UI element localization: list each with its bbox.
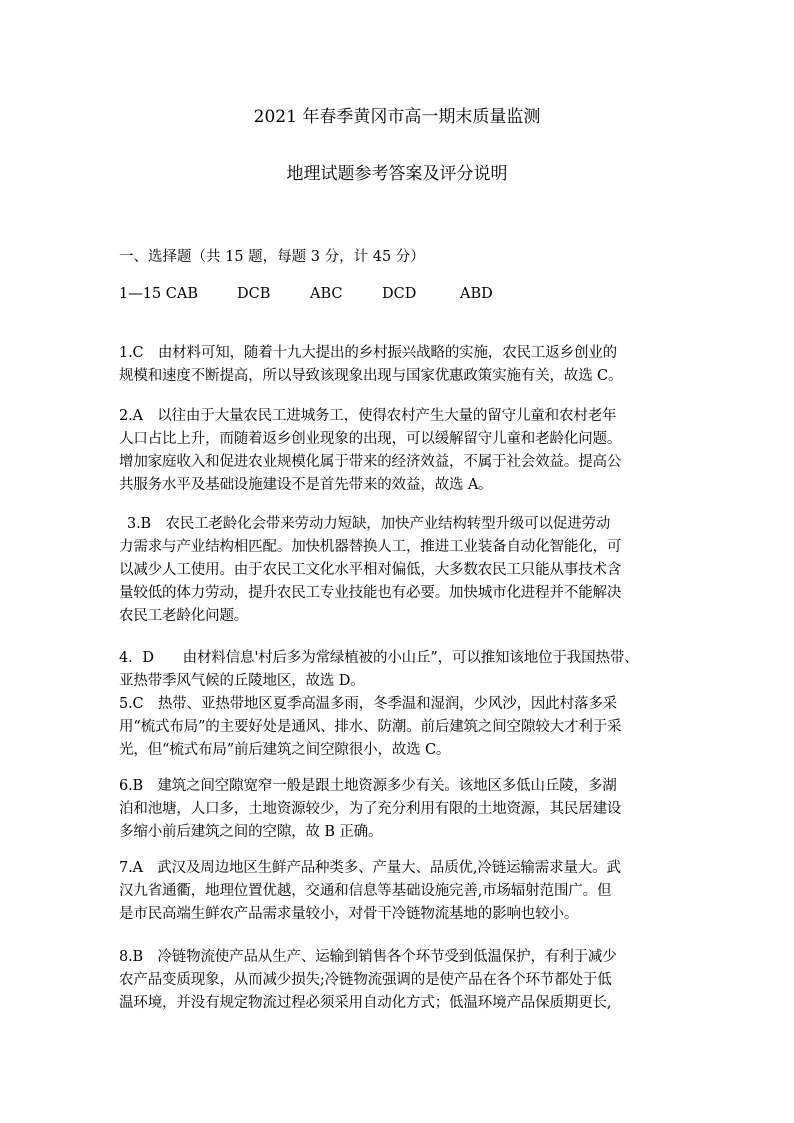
answer-explanation-6	[119, 775, 683, 844]
explanation-line: 5.C 热带、亚热带地区夏季高温多雨，冬季温和湿润，少风沙，因此村落多采	[119, 696, 618, 712]
explanation-line: 3.B 农民工老龄化会带来劳动力短缺，加快产业结构转型升级可以促进劳动	[127, 516, 611, 532]
explanation-line: 农民工老龄化问题。	[119, 608, 249, 624]
answer-key-range: 1—15 CAB	[119, 286, 199, 302]
answer-explanation-3	[119, 513, 683, 628]
explanation-line: 人口占比上升，而随着返乡创业现象的出现，可以缓解留守儿童和老龄化问题。	[119, 431, 622, 447]
explanation-line: 汉九省通衢，地理位置优越，交通和信息等基础设施完善,市场辐射范围广。但	[119, 883, 612, 899]
explanation-line: 1.C 由材料可知，随着十九大提出的乡村振兴战略的实施，农民工返乡创业的	[119, 345, 618, 361]
section-heading: 一、选择题（共 15 题，每题 3 分，计 45 分）	[119, 249, 425, 265]
answer-key-group: DCB	[237, 286, 271, 302]
answer-explanation-5	[119, 693, 683, 762]
explanation-line: 多缩小前后建筑之间的空隙，故 B 正确。	[119, 824, 383, 840]
explanation-line: 共服务水平及基础设施建设不是首先带来的效益，故选 A。	[119, 477, 493, 493]
explanation-line: 8.B 冷链物流使产品从生产、运输到销售各个环节受到低温保护，有利于减少	[119, 949, 617, 965]
explanation-line: 力需求与产业结构相匹配。加快机器替换人工，推进工业装备自动化智能化，可	[119, 539, 622, 555]
answer-key-group: ABC	[310, 286, 343, 302]
explanation-line: 规模和速度不断提高，所以导致该现象出现与国家优惠政策实施有关，故选 C。	[119, 368, 623, 384]
explanation-line: 6.B 建筑之间空隙宽窄一般是跟土地资源多少有关。该地区多低山丘陵，多湖	[119, 778, 617, 794]
explanation-line: 农产品变质现象，从而减少损失;冷链物流强调的是使产品在各个环节都处于低	[119, 972, 612, 988]
answer-explanation-7	[119, 857, 683, 926]
explanation-line: 增加家庭收入和促进农业规模化属于带来的经济效益，不属于社会效益。提高公	[119, 454, 622, 470]
explanation-line: 是市民高端生鲜农产品需求量较小，对骨干冷链物流基地的影响也较小。	[119, 906, 579, 922]
answer-key-group: DCD	[382, 286, 417, 302]
document-subtitle: 地理试题参考答案及评分说明	[286, 164, 508, 184]
answer-explanation-1	[119, 342, 683, 388]
answer-explanation-8	[119, 946, 683, 1015]
explanation-line: 量较低的体力劳动，提升农民工专业技能也有必要。加快城市化进程并不能解决	[119, 585, 622, 601]
answer-explanation-2	[119, 405, 683, 497]
answer-key-group: ABD	[460, 286, 493, 302]
document-title: 2021 年春季黄冈市高一期末质量监测	[253, 107, 541, 127]
explanation-line: 4．D 由材料信息'村后多为常绿植被的小山丘”，可以推知该地位于我国热带、	[119, 650, 639, 666]
answer-explanation-4	[119, 647, 683, 693]
explanation-line: 光，但“梳式布局”前后建筑之间空隙很小，故选 C。	[119, 742, 451, 758]
explanation-line: 2.A 以往由于大量农民工进城务工，使得农村产生大量的留守儿童和农村老年	[119, 408, 617, 424]
explanation-line: 用“梳式布局”的主要好处是通风、排水、防潮。前后建筑之间空隙较大才利于采	[119, 719, 622, 735]
explanation-line: 以减少人工使用。由于农民工文化水平相对偏低，大多数农民工只能从事技术含	[119, 562, 622, 578]
explanation-line: 温环境，并没有规定物流过程必须采用自动化方式；低温环境产品保质期更长,	[119, 995, 612, 1011]
explanation-line: 泊和池塘，人口多，土地资源较少，为了充分利用有限的土地资源，其民居建设	[119, 801, 622, 817]
explanation-line: 亚热带季风气候的丘陵地区，故选 D。	[119, 673, 365, 689]
explanation-line: 7.A 武汉及周边地区生鲜产品种类多、产量大、品质优,冷链运输需求量大。武	[119, 860, 621, 876]
